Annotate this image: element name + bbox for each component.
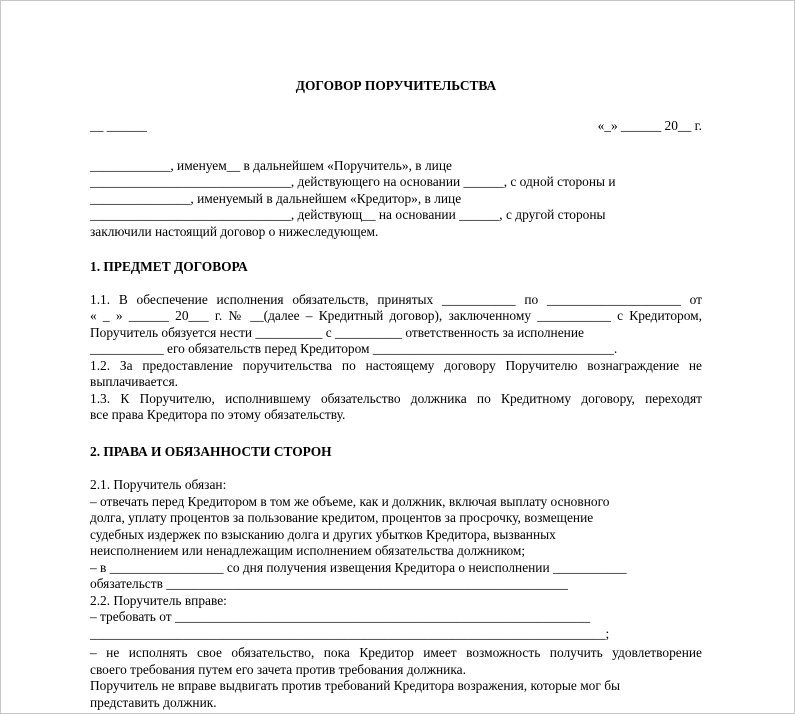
section-2-line: – отвечать перед Кредитором в том же объеме, как и должник, включая выплату основного — [90, 494, 610, 509]
intro-line: ____________, именуем__ в дальнейшем «Поручитель», в лице — [90, 158, 452, 173]
section-2-line: 2.2. Поручитель вправе: — [90, 593, 227, 608]
intro-line: заключили настоящий договор о нижеследующем. — [90, 224, 379, 239]
section-1-line: « _ » ______ 20___ г. № __(далее – Кредитный договор), заключенному ___________ с Кредитором, — [90, 308, 702, 323]
section-1-line: ___________ его обязательств перед Кредитором ____________________________________. — [90, 341, 618, 356]
section-1-line: 1.1. В обеспечение исполнения обязательств, принятых ___________ по ____________________ от — [90, 292, 702, 307]
section-2-line: _____________________________________________________________________________; — [90, 626, 610, 641]
section-2-line: Поручитель не вправе выдвигать против требований Кредитора возражения, которые мог бы — [90, 678, 621, 693]
section-2-line: 2.1. Поручитель обязан: — [90, 477, 227, 492]
header-date: «_» ______ 20__ г. — [597, 118, 702, 133]
section-2-line: – в _________________ со дня получения извещения Кредитора о неисполнении ___________ — [90, 560, 627, 575]
intro-line: ______________________________, действующ__ на основании ______, с другой стороны — [90, 207, 606, 222]
document-page — [90, 0, 702, 714]
section-2-line: своего требования путем его зачета против требования должника. — [90, 662, 466, 677]
document-title: ДОГОВОР ПОРУЧИТЕЛЬСТВА — [295, 78, 497, 93]
section-2-heading: 2. ПРАВА И ОБЯЗАННОСТИ СТОРОН — [90, 444, 332, 459]
section-2-line: – не исполнять свое обязательство, пока Кредитор имеет возможность получить удовлетворение — [90, 645, 702, 660]
section-1-line: 1.3. К Поручителю, исполнившему обязательство должника по Кредитному договору, переходят — [90, 391, 702, 406]
section-2-line: представить должник. — [90, 695, 217, 710]
section-2-line: неисполнением или ненадлежащим исполнением обязательства должником; — [90, 543, 526, 558]
section-1-line: Поручитель обязуется нести __________ с __________ ответственность за исполнение — [90, 325, 584, 340]
section-2-line: обязательств ____________________________________________________________ — [90, 576, 568, 591]
section-2-line: – требовать от ______________________________________________________________ — [90, 609, 591, 624]
section-2-line: судебных издержек по взысканию долга и других убытков Кредитора, вызванных — [90, 527, 556, 542]
header-left-blank: __ ______ — [90, 118, 147, 133]
section-1-heading: 1. ПРЕДМЕТ ДОГОВОРА — [90, 259, 248, 274]
section-1-line: 1.2. За предоставление поручительства по настоящему договору Поручителю вознаграждение не — [90, 358, 702, 373]
intro-line: _______________, именуемый в дальнейшем «Кредитор», в лице — [90, 191, 462, 206]
section-1-line: все права Кредитора по этому обязательству. — [90, 407, 346, 422]
section-2-line: долга, уплату процентов за пользование кредитом, процентов за просрочку, возмещение — [90, 510, 594, 525]
intro-line: ______________________________, действующего на основании ______, с одной стороны и — [90, 174, 616, 189]
section-1-line: выплачивается. — [90, 374, 178, 389]
